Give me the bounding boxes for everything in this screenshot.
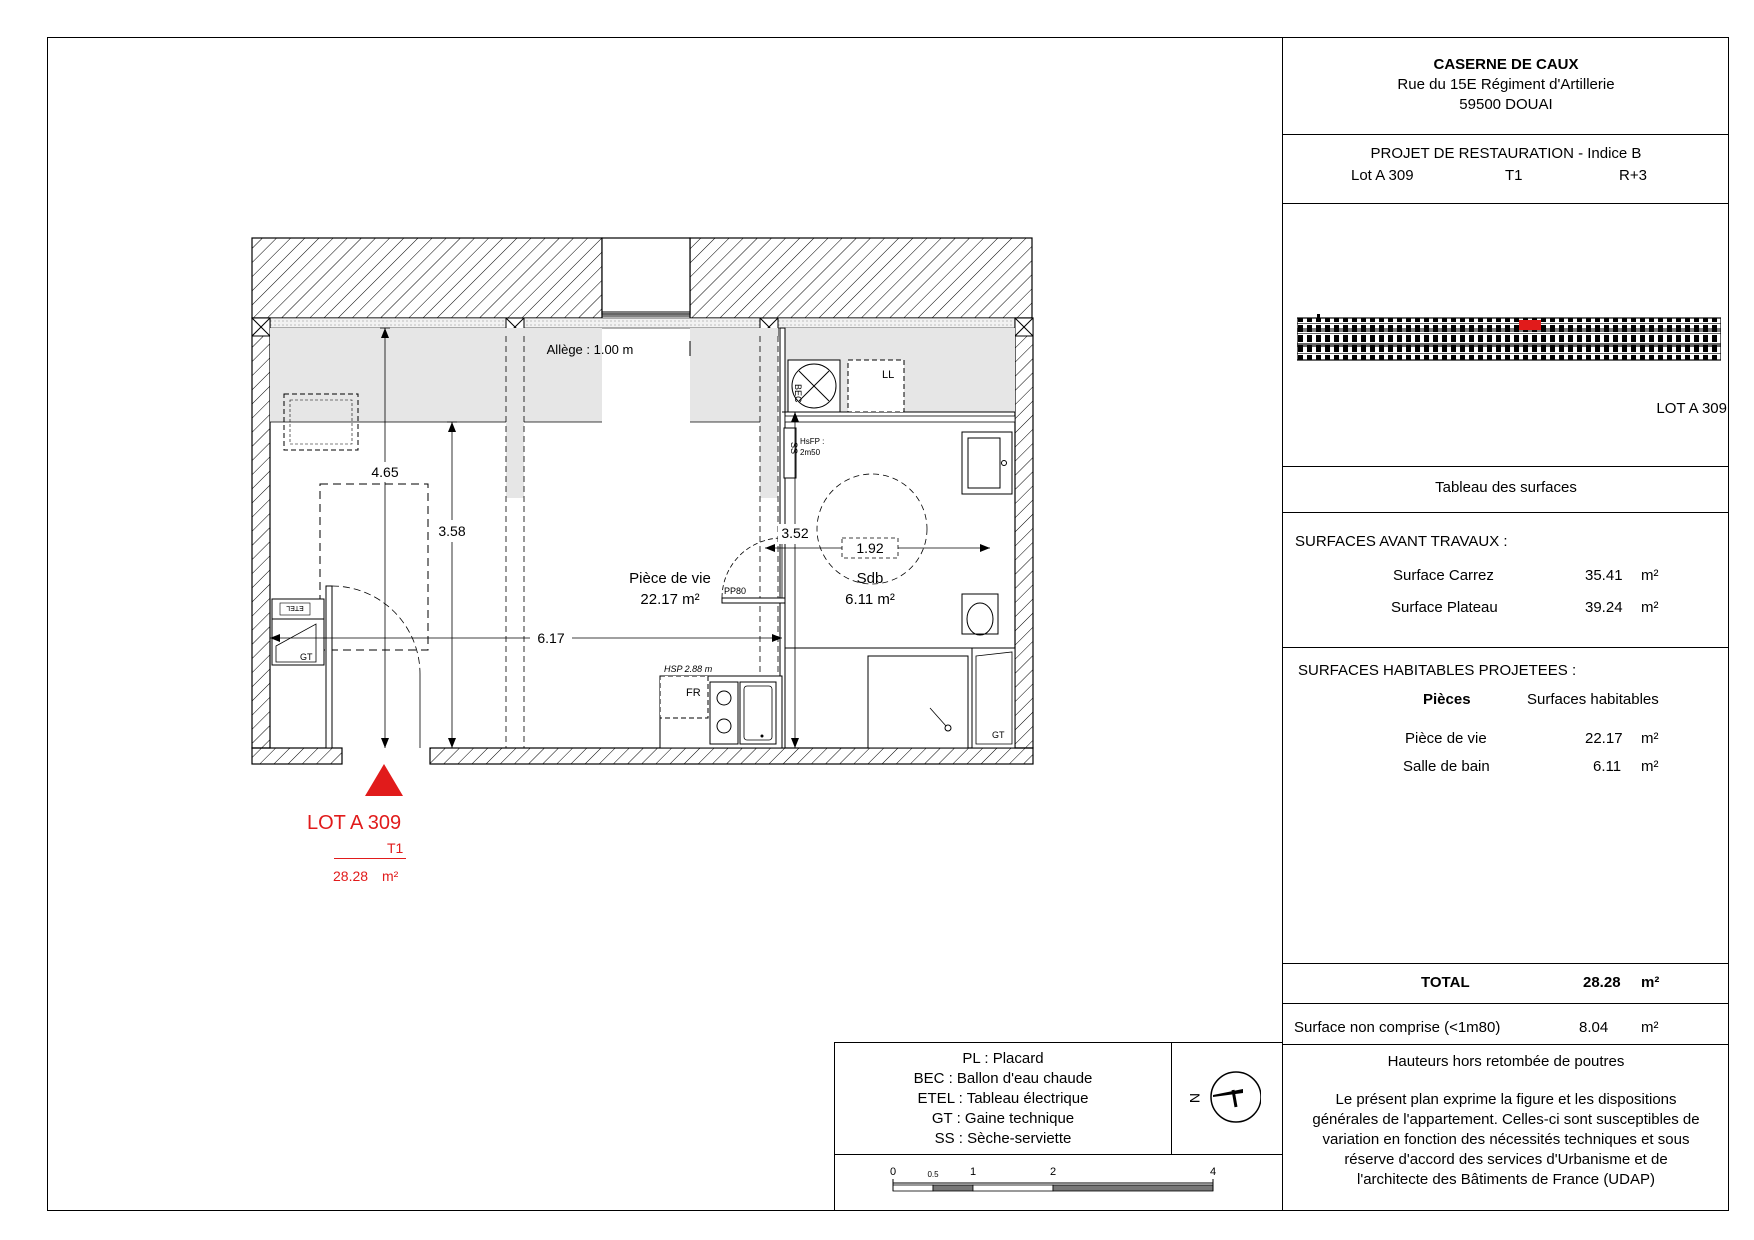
surfaces-table-title: Tableau des surfaces — [1435, 479, 1577, 496]
disclaimer-line: Le présent plan exprime la figure et les dispositions — [1335, 1091, 1677, 1108]
lot-marker-area: 28.28 — [333, 868, 369, 884]
room-bath-name: Sdb — [856, 570, 884, 587]
bec-label: BEC — [793, 384, 803, 403]
address-section — [1283, 37, 1729, 135]
hsp-label: HSP 2.88 m — [664, 664, 713, 674]
ll-label: LL — [882, 369, 895, 381]
allege-label: Allège : 1.00 m — [546, 342, 634, 357]
highlighted-lot — [1519, 320, 1541, 330]
disclaimer-line: réserve d'accord des services d'Urbanisme et de — [1344, 1151, 1668, 1168]
hsfp-label: HsFP : — [800, 437, 825, 446]
total-value: 28.28 — [1583, 974, 1621, 991]
disclaimer — [1283, 1090, 1729, 1190]
surface-label: Surface Carrez — [1393, 567, 1494, 584]
project-title: PROJET DE RESTAURATION - Indice B — [1370, 145, 1642, 162]
lot-marker-unit: m² — [381, 868, 399, 884]
scale-tick-label: 0 — [889, 1166, 897, 1178]
north-wall-right — [690, 238, 1032, 318]
total-section — [1283, 964, 1729, 1004]
surfaces-title-section — [1283, 467, 1729, 513]
building-street: Rue du 15E Régiment d'Artillerie — [1397, 76, 1615, 93]
non-comprise-section — [1283, 1004, 1729, 1045]
project-level: R+3 — [1619, 167, 1647, 184]
north-compass-icon — [1181, 1067, 1261, 1127]
surface-label: Surface Plateau — [1391, 599, 1498, 616]
floor-plan — [250, 236, 1035, 766]
col-surfaces-header: Surfaces habitables — [1527, 691, 1659, 708]
window-opening — [602, 238, 690, 314]
gt-label-right: GT — [992, 730, 1005, 740]
legend-item: GT : Gaine technique — [931, 1110, 1075, 1127]
room-label: Salle de bain — [1403, 758, 1490, 775]
scale-tick-label: 1 — [969, 1166, 977, 1178]
project-lot: Lot A 309 — [1351, 167, 1414, 184]
scale-tick-label: 0.5 — [927, 1170, 939, 1179]
surfaces-before-section — [1283, 513, 1729, 648]
notes-section — [1283, 1045, 1729, 1211]
building-elevation-thumbnail — [1297, 314, 1721, 364]
etel-label: ETEL — [286, 604, 304, 611]
room-value: 6.11 — [1593, 758, 1622, 775]
total-label: TOTAL — [1421, 974, 1470, 991]
dim-358: 3.58 — [438, 523, 466, 539]
south-wall-right — [430, 748, 1033, 764]
surface-value: 35.41 — [1585, 567, 1623, 584]
hsfp-value: 2m50 — [800, 448, 821, 457]
dim-352: 3.52 — [781, 525, 809, 541]
room-label: Pièce de vie — [1405, 730, 1487, 747]
west-wall — [252, 318, 270, 748]
scale-tick-label: 4 — [1209, 1166, 1217, 1178]
total-unit: m² — [1641, 974, 1660, 991]
surface-unit: m² — [1641, 599, 1659, 616]
fr-label: FR — [686, 687, 701, 699]
dim-192: 1.92 — [856, 540, 884, 556]
pp80-label: PP80 — [724, 586, 747, 596]
room-unit: m² — [1641, 758, 1659, 775]
surface-unit: m² — [1641, 567, 1659, 584]
location-lot-label: LOT A 309 — [1656, 400, 1727, 417]
north-wall-left — [252, 238, 602, 318]
non-comprise-value: 8.04 — [1579, 1019, 1609, 1036]
shower — [868, 656, 968, 748]
title-block — [1282, 37, 1729, 1211]
legend-item: PL : Placard — [962, 1050, 1044, 1067]
legend-item: SS : Sèche-serviette — [934, 1130, 1072, 1147]
heights-note: Hauteurs hors retombée de poutres — [1387, 1053, 1625, 1070]
east-wall — [1015, 318, 1033, 748]
legend-list — [835, 1049, 1171, 1149]
disclaimer-line: générales de l'appartement. Celles-ci sont susceptibles de — [1312, 1111, 1700, 1128]
south-wall-left — [252, 748, 342, 764]
dim-617: 6.17 — [537, 630, 565, 646]
col-rooms-header: Pièces — [1423, 691, 1471, 708]
disclaimer-line: l'architecte des Bâtiments de France (UDAP) — [1357, 1171, 1655, 1188]
room-living-area: 22.17 m² — [640, 591, 700, 608]
lot-marker-triangle — [363, 762, 405, 798]
building-name: CASERNE DE CAUX — [1433, 56, 1579, 73]
disclaimer-line: variation en fonction des nécessités techniques et sous — [1322, 1131, 1690, 1148]
non-comprise-unit: m² — [1641, 1019, 1659, 1036]
lot-marker-rule — [334, 858, 406, 859]
surfaces-projected-title: SURFACES HABITABLES PROJETEES : — [1298, 662, 1577, 679]
legend-item: BEC : Ballon d'eau chaude — [913, 1070, 1093, 1087]
non-comprise-label: Surface non comprise (<1m80) — [1294, 1019, 1501, 1036]
surfaces-before-title: SURFACES AVANT TRAVAUX : — [1295, 533, 1508, 550]
room-bath-area: 6.11 m² — [845, 591, 895, 608]
lot-marker-name: LOT A 309 — [307, 812, 402, 834]
compass-north-label: N — [1187, 1093, 1203, 1104]
project-type: T1 — [1505, 167, 1523, 184]
building-city: 59500 DOUAI — [1459, 96, 1553, 113]
dim-465: 4.65 — [371, 464, 399, 480]
gt-label-left: GT — [300, 652, 313, 662]
project-section — [1283, 135, 1729, 204]
room-living-name: Pièce de vie — [629, 570, 711, 587]
legend-item: ETEL : Tableau électrique — [917, 1090, 1089, 1107]
entry-door — [326, 586, 332, 748]
location-section — [1283, 204, 1729, 467]
room-value: 22.17 — [1585, 730, 1623, 747]
legend-box — [834, 1042, 1282, 1211]
lot-marker-type: T1 — [387, 840, 404, 856]
room-unit: m² — [1641, 730, 1659, 747]
turning-circle — [817, 474, 927, 584]
surface-value: 39.24 — [1585, 599, 1623, 616]
washing-machine — [848, 360, 904, 412]
bed-outline — [320, 484, 428, 650]
scale-tick-label: 2 — [1049, 1166, 1057, 1178]
scale-bar — [885, 1161, 1225, 1205]
surfaces-projected-section — [1283, 648, 1729, 964]
ss-label: SS — [789, 442, 799, 455]
